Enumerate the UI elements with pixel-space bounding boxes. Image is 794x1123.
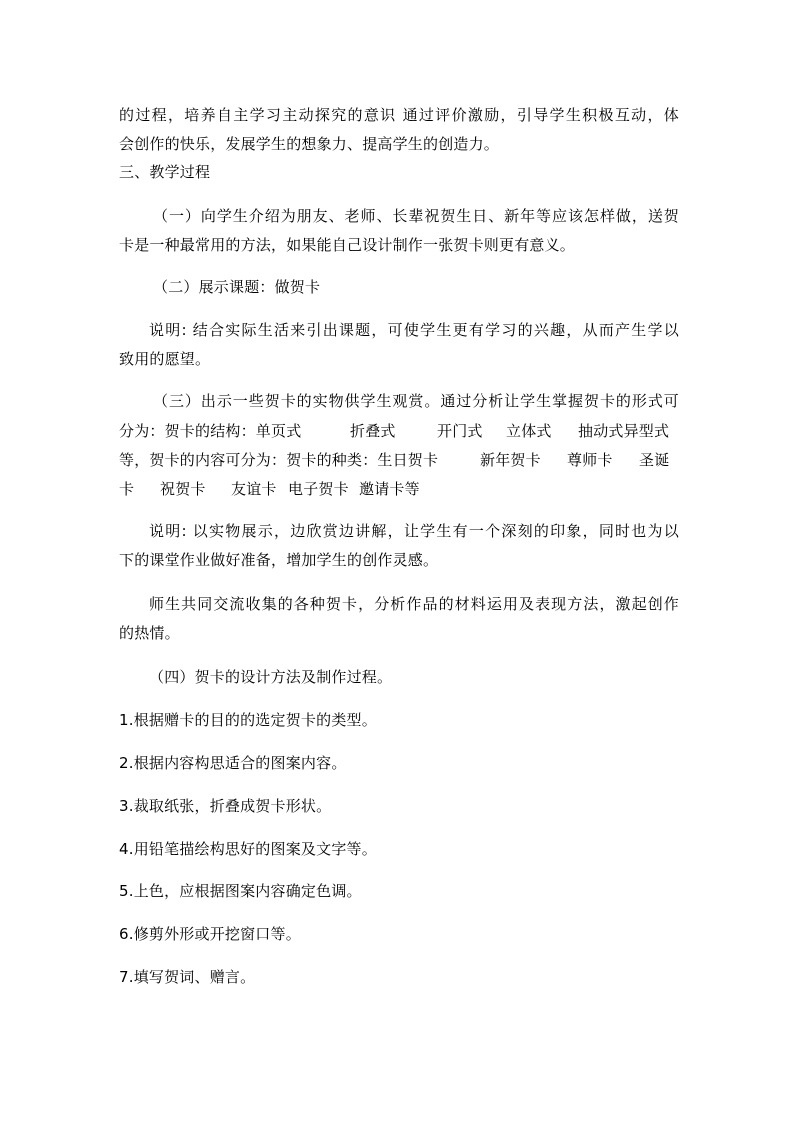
forms-lead: 分为：贺卡的结构：单页式 xyxy=(119,422,302,440)
paragraph-line: 卡是一种最常用的方法，如果能自己设计制作一张贺卡则更有意义。 xyxy=(119,236,576,254)
type-christmas-tail: 卡 xyxy=(119,480,135,498)
paragraph-line: （一）向学生介绍为朋友、老师、长辈祝贺生日、新年等应该怎样做，送贺 xyxy=(153,207,679,225)
paragraph-line: 师生共同交流收集的各种贺卡，分析作品的材料运用及表现方法，激起创作 xyxy=(149,595,679,613)
step-item: 7.填写贺词、赠言。 xyxy=(119,968,256,986)
paragraph-line: 下的课堂作业做好准备，增加学生的创作灵感。 xyxy=(119,551,439,569)
type-newyear: 新年贺卡 xyxy=(480,451,541,469)
paragraph-line: 说明: 结合实际生活来引出课题，可使学生更有学习的兴趣，从而产生学以 xyxy=(149,321,679,339)
step-item: 1.根据赠卡的目的的选定贺卡的类型。 xyxy=(119,711,377,729)
step-item: 4.用铅笔描绘构思好的图案及文字等。 xyxy=(119,840,377,858)
step-item: 3.裁取纸张，折叠成贺卡形状。 xyxy=(119,797,332,815)
subsection-heading: （二）展示课题：做贺卡 xyxy=(153,278,321,296)
type-friendship: 友谊卡 xyxy=(231,480,277,498)
type-teacher: 尊师卡 xyxy=(567,451,613,469)
paragraph-line: 说明: 以实物展示，边欣赏边讲解，让学生有一个深刻的印象，同时也为以 xyxy=(149,522,679,540)
form-folded: 折叠式 xyxy=(350,422,396,440)
type-christmas: 圣诞 xyxy=(639,451,670,469)
types-lead: 等，贺卡的内容可分为：贺卡的种类：生日贺卡 xyxy=(119,451,439,469)
paragraph-line: 致用的愿望。 xyxy=(119,350,211,368)
section-heading: 三、教学过程 xyxy=(119,163,211,181)
form-gate: 开门式 xyxy=(437,422,483,440)
form-popup: 立体式 xyxy=(506,422,552,440)
type-congrats: 祝贺卡 xyxy=(160,480,206,498)
type-ecard: 电子贺卡 xyxy=(288,480,349,498)
type-invitation: 邀请卡等 xyxy=(359,480,420,498)
step-item: 2.根据内容构思适合的图案内容。 xyxy=(119,754,347,772)
segmented-line-sources xyxy=(0,0,1,1)
subsection-heading: （四）贺卡的设计方法及制作过程。 xyxy=(149,668,393,686)
paragraph-line: （三）出示一些贺卡的实物供学生观赏。通过分析让学生掌握贺卡的形式可 xyxy=(153,392,679,410)
form-special: 抽动式异型式 xyxy=(578,422,670,440)
step-item: 6.修剪外形或开挖窗口等。 xyxy=(119,925,301,943)
paragraph-line: 的热情。 xyxy=(119,624,180,642)
step-item: 5.上色，应根据图案内容确定色调。 xyxy=(119,882,362,900)
paragraph-line: 的过程，培养自主学习主动探究的意识 通过评价激励，引导学生积极互动，体 xyxy=(119,106,679,124)
paragraph-line: 会创作的快乐，发展学生的想象力、提高学生的创造力。 xyxy=(119,135,500,153)
